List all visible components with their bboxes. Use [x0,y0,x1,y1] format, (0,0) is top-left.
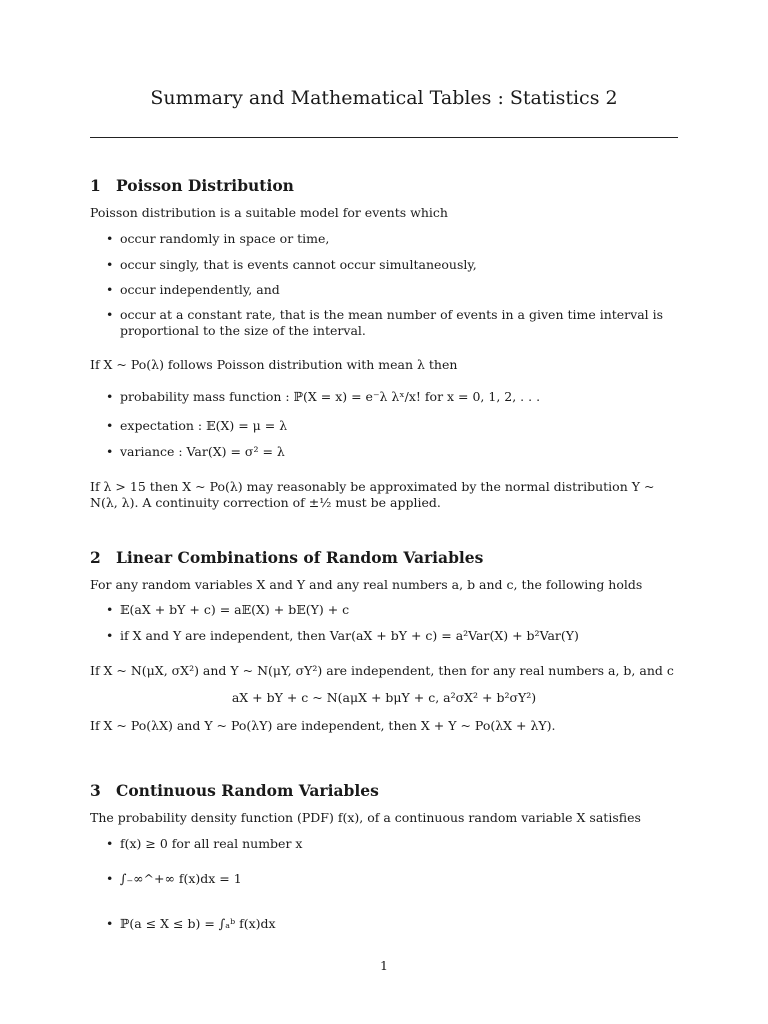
list-item: • f(x) ≥ 0 for all real number x [106,836,303,851]
section-2-poisson-line: If X ~ Po(λX) and Y ~ Po(λY) are independent, then X + Y ~ Po(λX + λY). [90,718,556,733]
section-number: 2 [90,548,101,567]
section-2-intro: For any random variables X and Y and any real numbers a, b and c, the following holds [90,577,643,592]
section-2-normal-line: If X ~ N(μX, σX²) and Y ~ N(μY, σY²) are independent, then for any real numbers a, b, and c [90,663,674,678]
list-item: • occur at a constant rate, that is the mean number of events in a given time interval is proportional to the size of the interval. [106,307,664,338]
section-number: 3 [90,781,101,800]
document-title: Summary and Mathematical Tables : Statistics 2 [150,87,618,109]
section-heading-2 [90,548,483,567]
section-title: Continuous Random Variables [116,781,379,800]
bullet-icon: • [106,389,114,404]
list-item: • ℙ(a ≤ X ≤ b) = ∫ₐᵇ f(x)dx [106,916,276,931]
section-title: Linear Combinations of Random Variables [116,548,484,567]
section-heading-3 [90,781,379,800]
bullet-icon: • [106,871,114,886]
bullet-icon: • [106,231,114,246]
bullet-icon: • [106,418,114,433]
bullet-icon: • [106,444,114,459]
section-1-intro: Poisson distribution is a suitable model for events which [90,205,448,220]
section-title: Poisson Distribution [116,176,294,195]
list-item: • variance : Var(X) = σ² = λ [106,444,285,459]
list-item: • ∫₋∞^+∞ f(x)dx = 1 [106,871,242,886]
page-number: 1 [380,958,388,973]
section-3-intro: The probability density function (PDF) f(x), of a continuous random variable X satisfies [90,810,641,825]
title-rule [90,137,678,138]
bullet-icon: • [106,602,114,617]
list-item: • probability mass function : ℙ(X = x) = e⁻λ λˣ/x! for x = 0, 1, 2, . . . [106,389,541,404]
bullet-icon: • [106,628,114,643]
bullet-icon: • [106,836,114,851]
bullet-icon: • [106,307,114,322]
list-item: • expectation : 𝔼(X) = μ = λ [106,418,288,433]
list-item: • occur independently, and [106,282,280,297]
list-item: • occur singly, that is events cannot occur simultaneously, [106,257,477,272]
bullet-icon: • [106,916,114,931]
section-1-if-line: If X ~ Po(λ) follows Poisson distribution with mean λ then [90,357,458,372]
list-item: • 𝔼(aX + bY + c) = a𝔼(X) + b𝔼(Y) + c [106,602,350,617]
section-2-normal-result: aX + bY + c ~ N(aμX + bμY + c, a²σX² + b²σY²) [231,690,537,705]
section-1-approximation: If λ > 15 then X ~ Po(λ) may reasonably be approximated by the normal distribution Y ~ N(λ, λ). A continuity correction of ±½ must be applied. [90,479,655,510]
bullet-icon: • [106,257,114,272]
bullet-icon: • [106,282,114,297]
list-item: • occur randomly in space or time, [106,231,330,246]
section-number: 1 [90,176,101,195]
list-item: • if X and Y are independent, then Var(aX + bY + c) = a²Var(X) + b²Var(Y) [106,628,579,643]
section-heading-1 [90,176,294,195]
